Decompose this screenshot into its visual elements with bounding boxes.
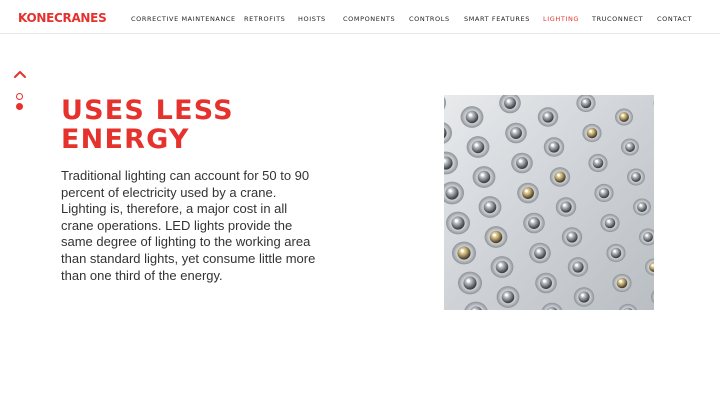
title-line-1: USES LESS	[61, 95, 234, 126]
body-paragraph: Traditional lighting can account for 50 to 90 percent of electricity used by a crane. Lighting is, therefore, a major cost in all crane operations. LED lights provide the same degree of lighting to the working area than standard lights, yet consume little more than one third of the energy.	[61, 168, 316, 283]
nav-item-components[interactable]: COMPONENTS	[343, 15, 396, 23]
nav-item-controls[interactable]: CONTROLS	[409, 15, 450, 23]
top-navigation-bar	[0, 0, 720, 34]
title-line-2: ENERGY	[61, 124, 190, 155]
nav-item-lighting[interactable]: LIGHTING	[543, 15, 580, 23]
konecranes-logo[interactable]: KONECRANES	[18, 11, 107, 25]
nav-item-hoists[interactable]: HOISTS	[298, 15, 326, 23]
nav-item-corrective-maintenance[interactable]: CORRECTIVE MAINTENANCE	[131, 15, 236, 23]
nav-item-smart-features[interactable]: SMART FEATURES	[464, 15, 530, 23]
slide-dot-2-active[interactable]	[16, 103, 23, 110]
nav-item-truconnect[interactable]: TRUCONNECT	[592, 15, 644, 23]
nav-item-contact[interactable]: CONTACT	[657, 15, 693, 23]
led-light-panel-image	[444, 95, 654, 310]
slide-dot-1[interactable]	[16, 93, 23, 100]
nav-item-retrofits[interactable]: RETROFITS	[244, 15, 286, 23]
header-divider	[0, 33, 720, 34]
chevron-up-icon[interactable]	[13, 66, 27, 76]
page-title	[61, 96, 234, 154]
